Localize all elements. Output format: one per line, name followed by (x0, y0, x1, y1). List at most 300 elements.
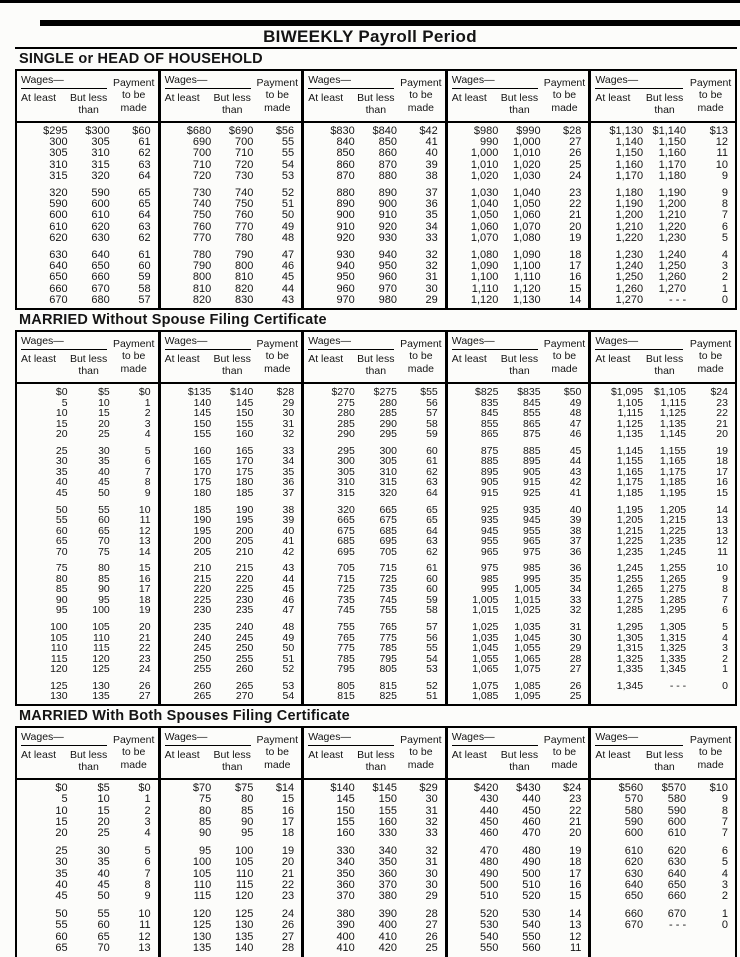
but-less-than-cell: 805 (379, 663, 397, 676)
but-less-than-cell: 800 (235, 260, 254, 273)
table-row (448, 446, 589, 457)
at-least-cell: 755 (337, 620, 355, 633)
table-row (161, 408, 302, 419)
payment-cell: 33 (425, 231, 438, 244)
payment-cell: 27 (138, 690, 151, 703)
but-less-than-cell: 710 (235, 147, 254, 160)
at-least-cell: 110 (193, 879, 212, 892)
wages-header (591, 730, 686, 778)
at-least-cell: 225 (193, 593, 212, 606)
row-block (161, 446, 302, 499)
payment-cell: 2 (722, 652, 728, 665)
section-groups (15, 332, 737, 704)
payment-cell: 51 (282, 652, 295, 665)
payment-cell: 18 (281, 827, 295, 840)
but-less-than-cell: 960 (378, 271, 397, 284)
payment-cell: $50 (563, 386, 582, 399)
but-less-than-cell: 830 (235, 293, 254, 306)
at-least-cell: 450 (480, 816, 499, 829)
but-less-than-cell: $570 (661, 781, 687, 794)
but-less-than-cell: 165 (235, 444, 254, 457)
row-block (591, 505, 735, 558)
table-row (161, 419, 302, 430)
at-least-cell: $140 (330, 781, 355, 794)
table-row (17, 446, 158, 457)
row-block (304, 126, 445, 182)
at-least-header: At least (451, 92, 487, 104)
payment-cell: 63 (138, 158, 151, 171)
payment-cell: 25 (569, 690, 582, 703)
payment-cell: 21 (716, 417, 728, 430)
at-least-cell: 95 (55, 604, 68, 617)
payment-cell: 41 (569, 486, 582, 499)
but-less-than-cell: 315 (379, 476, 397, 489)
payment-cell: 54 (282, 690, 295, 703)
table-row (304, 536, 445, 547)
at-least-cell: 100 (50, 620, 68, 633)
at-least-cell: 1,325 (616, 652, 644, 665)
but-less-than-cell: 940 (378, 249, 397, 262)
at-least-cell: $1,130 (609, 125, 644, 137)
payment-cell: 32 (425, 816, 438, 829)
at-least-cell: 660 (49, 282, 68, 295)
table-row (448, 148, 589, 159)
wages-header (448, 73, 541, 121)
row-block (591, 846, 735, 903)
wages-header (161, 73, 254, 121)
at-least-cell: 160 (193, 444, 212, 457)
but-less-than-cell: 1,065 (514, 652, 541, 665)
but-less-than-cell: 175 (235, 465, 254, 478)
at-least-cell: 1,005 (472, 593, 499, 606)
but-less-than-cell: 120 (235, 890, 254, 903)
but-less-than-cell: $1,140 (652, 125, 687, 137)
payment-cell: 13 (138, 535, 151, 548)
at-least-cell: 690 (192, 136, 212, 149)
but-less-than-cell: 50 (97, 890, 110, 903)
but-less-than-cell: 470 (522, 827, 541, 840)
but-less-than-cell: 775 (379, 631, 397, 644)
row-block (448, 622, 589, 675)
but-less-than-cell: 1,020 (513, 158, 541, 171)
at-least-cell: 530 (480, 919, 499, 932)
table-row (591, 857, 735, 868)
group-header (304, 728, 445, 780)
payment-header: Payment to be made (400, 733, 442, 771)
at-least-cell: 720 (192, 169, 212, 182)
but-less-than-cell: 905 (523, 465, 541, 478)
payment-cell: 2 (144, 804, 151, 817)
wages-header-label: Wages— (595, 334, 683, 350)
group-body (304, 384, 445, 704)
wages-header (304, 73, 397, 121)
but-less-than-cell: 105 (92, 620, 110, 633)
but-less-than-cell: 30 (98, 444, 110, 457)
row-block (448, 846, 589, 903)
table-row (161, 891, 302, 902)
but-less-than-cell: 770 (235, 220, 254, 233)
but-less-than-cell: 200 (235, 524, 254, 537)
payment-cell: $60 (132, 125, 151, 137)
but-less-than-cell: 305 (91, 136, 110, 149)
section-groups (15, 728, 737, 957)
table-row (304, 794, 445, 805)
at-least-cell: 660 (624, 907, 644, 920)
payment-cell: 43 (282, 562, 295, 575)
at-least-cell: 850 (336, 147, 355, 160)
but-less-than-cell: 380 (378, 890, 397, 903)
payment-cell: 14 (716, 503, 728, 516)
at-least-cell: 300 (49, 136, 68, 149)
payment-cell: 12 (715, 136, 728, 149)
at-least-cell: 1,160 (615, 158, 644, 171)
but-less-than-cell: 290 (379, 417, 397, 430)
section-groups (15, 71, 737, 308)
row-block (161, 505, 302, 558)
but-less-than-cell: 1,090 (513, 249, 541, 262)
payment-header: Payment to be made (543, 77, 586, 114)
at-least-cell: 640 (624, 879, 644, 892)
wage-table-group (448, 71, 592, 308)
but-less-than-cell: 730 (235, 169, 254, 182)
table-row (304, 419, 445, 430)
payment-cell: 53 (281, 169, 295, 182)
but-less-than-cell: 705 (379, 545, 397, 558)
but-less-than-cell: 1,075 (514, 663, 541, 676)
payment-cell: $24 (710, 386, 728, 399)
table-row (448, 869, 589, 880)
at-least-cell: 70 (55, 545, 68, 558)
but-less-than-cell: 270 (235, 690, 254, 703)
at-least-header: At least (308, 353, 344, 366)
payment-cell: 8 (721, 198, 728, 211)
at-least-cell: 145 (336, 793, 355, 806)
payment-cell: 32 (425, 844, 438, 857)
row-block (591, 681, 735, 692)
wage-column-labels (21, 746, 110, 773)
payment-cell: 62 (426, 545, 438, 558)
but-less-than-cell: 680 (91, 293, 110, 306)
table-row (17, 171, 158, 182)
at-least-cell: 1,075 (472, 679, 499, 692)
but-less-than-cell: 1,010 (513, 147, 541, 160)
at-least-cell: 1,200 (615, 209, 644, 222)
but-less-than-cell: 590 (91, 187, 110, 200)
but-less-than-cell: 1,035 (514, 620, 541, 633)
at-least-cell: 1,115 (617, 407, 644, 420)
at-least-cell: 1,315 (616, 642, 644, 655)
payment-cell: 6 (721, 220, 728, 233)
payment-cell: 57 (426, 620, 438, 633)
table-row (17, 387, 158, 398)
but-less-than-cell: 45 (98, 476, 110, 489)
but-less-than-header: But less than (645, 748, 684, 773)
at-least-cell: 310 (49, 158, 68, 171)
row-block (448, 188, 589, 244)
table-row (591, 547, 735, 558)
at-least-cell: 1,210 (615, 220, 644, 233)
payment-cell: 8 (144, 476, 151, 489)
but-less-than-cell: 1,085 (514, 679, 541, 692)
wage-table-group (448, 332, 592, 704)
payment-cell: 1 (721, 907, 728, 920)
but-less-than-cell: 1,175 (659, 465, 687, 478)
payment-cell: 24 (281, 907, 295, 920)
payment-cell: 7 (721, 209, 728, 222)
payment-cell: 5 (722, 620, 728, 633)
but-less-than-cell: 695 (379, 535, 397, 548)
wage-table-group (161, 71, 305, 308)
table-row (448, 467, 589, 478)
but-less-than-cell: 580 (667, 793, 687, 806)
but-less-than-cell: 130 (92, 679, 110, 692)
wage-column-labels (452, 746, 541, 773)
table-row (591, 909, 735, 920)
table-row (448, 456, 589, 467)
payment-cell: 5 (144, 444, 151, 457)
at-least-cell: 735 (337, 593, 355, 606)
at-least-cell: 590 (49, 198, 68, 211)
but-less-than-cell: 95 (98, 593, 110, 606)
table-row (304, 171, 445, 182)
at-least-cell: 945 (480, 524, 499, 537)
payment-cell: 25 (569, 158, 582, 171)
at-least-header: At least (451, 748, 487, 761)
table-row (161, 536, 302, 547)
at-least-header: At least (21, 748, 57, 761)
at-least-cell: 115 (50, 652, 68, 665)
row-block (304, 909, 445, 955)
payment-cell: 3 (722, 642, 728, 655)
at-least-cell: 145 (193, 407, 212, 420)
row-block (304, 563, 445, 616)
group-header (161, 71, 302, 123)
payment-cell: 27 (281, 930, 295, 943)
at-least-cell: 570 (624, 793, 644, 806)
at-least-cell: 780 (192, 249, 212, 262)
row-block (591, 126, 735, 182)
at-least-cell: 715 (337, 572, 355, 585)
at-least-cell: 1,120 (470, 293, 499, 306)
table-row (304, 467, 445, 478)
at-least-cell: 255 (193, 663, 212, 676)
payment-cell: 65 (426, 503, 438, 516)
table-row (304, 199, 445, 210)
but-less-than-cell: 60 (97, 919, 110, 932)
at-least-cell: 1,140 (615, 136, 644, 149)
group-body (448, 123, 589, 308)
payment-cell: 25 (425, 942, 438, 955)
but-less-than-cell: 10 (97, 793, 110, 806)
but-less-than-header: But less than (357, 353, 395, 378)
but-less-than-cell: 1,225 (659, 524, 687, 537)
payment-cell: 49 (281, 220, 295, 233)
at-least-cell: 805 (337, 679, 355, 692)
but-less-than-cell: 1,160 (658, 147, 687, 160)
but-less-than-cell: 665 (379, 503, 397, 516)
at-least-cell: 370 (336, 890, 355, 903)
table-row (161, 943, 302, 954)
but-less-than-cell: 650 (91, 260, 110, 273)
table-row (161, 574, 302, 585)
table-row (17, 250, 158, 261)
at-least-header: At least (595, 748, 631, 761)
table-row (17, 595, 158, 606)
table-row (161, 880, 302, 891)
at-least-cell: 1,155 (616, 455, 644, 468)
row-block (448, 783, 589, 840)
table-row (448, 920, 589, 931)
at-least-cell: 295 (337, 444, 355, 457)
but-less-than-cell: 40 (97, 867, 110, 880)
wages-header-label: Wages— (595, 73, 683, 89)
group-header (17, 332, 158, 384)
at-least-cell: 85 (55, 583, 68, 596)
table-row (448, 526, 589, 537)
payment-header: Payment to be made (689, 733, 732, 771)
payment-cell: 18 (569, 856, 582, 869)
at-least-cell: 665 (337, 514, 355, 527)
at-least-cell: $270 (331, 386, 355, 399)
at-least-cell: 205 (193, 545, 212, 558)
payment-cell: 63 (426, 535, 438, 548)
payment-cell: 40 (569, 503, 582, 516)
but-less-than-cell: 65 (97, 930, 110, 943)
payment-cell: 32 (425, 249, 438, 262)
table-row (161, 387, 302, 398)
table-row (591, 664, 735, 675)
but-less-than-cell: $145 (372, 781, 397, 794)
but-less-than-header: But less than (213, 353, 251, 378)
payment-cell: 18 (138, 593, 151, 606)
but-less-than-cell: 310 (379, 465, 397, 478)
payment-cell: 11 (569, 942, 582, 955)
group-body (17, 384, 158, 704)
at-least-cell: 955 (480, 535, 499, 548)
but-less-than-cell: 850 (378, 136, 397, 149)
payment-cell: 46 (569, 428, 582, 441)
payment-cell: 14 (569, 907, 582, 920)
at-least-cell: 480 (480, 856, 499, 869)
at-least-cell: 35 (55, 465, 68, 478)
table-row (161, 199, 302, 210)
table-row (448, 233, 589, 244)
at-least-cell: 130 (50, 690, 68, 703)
wage-table-group (591, 332, 735, 704)
at-least-header: At least (308, 748, 344, 761)
table-row (304, 584, 445, 595)
table-row (304, 284, 445, 295)
wages-header (304, 334, 397, 382)
row-block (448, 446, 589, 499)
payment-cell: 31 (425, 856, 438, 869)
but-less-than-cell: - - - (669, 293, 687, 306)
payment-cell: 39 (282, 514, 295, 527)
table-row (17, 828, 158, 839)
table-row (161, 188, 302, 199)
but-less-than-cell: 320 (91, 169, 110, 182)
but-less-than-header: But less than (213, 92, 251, 117)
table-row (161, 622, 302, 633)
row-block (17, 909, 158, 955)
row-block (161, 126, 302, 182)
but-less-than-cell: 995 (523, 572, 541, 585)
payment-cell: 21 (569, 816, 582, 829)
at-least-cell: 215 (193, 572, 212, 585)
but-less-than-cell: 1,080 (513, 231, 541, 244)
payment-cell: 21 (138, 631, 151, 644)
but-less-than-cell: 70 (97, 942, 110, 955)
at-least-cell: 1,015 (472, 604, 499, 617)
payment-cell: 23 (716, 396, 728, 409)
payment-cell: 65 (138, 198, 151, 211)
at-least-cell: 985 (480, 572, 499, 585)
but-less-than-cell: 90 (241, 816, 254, 829)
payment-cell: 30 (425, 867, 438, 880)
at-least-cell: 190 (193, 514, 212, 527)
payment-cell: $28 (563, 125, 582, 137)
table-row (591, 210, 735, 221)
payment-cell: 54 (426, 652, 438, 665)
payment-cell: 2 (721, 890, 728, 903)
table-row (304, 654, 445, 665)
but-less-than-cell: 235 (235, 604, 254, 617)
at-least-cell: 65 (55, 535, 68, 548)
group-body (161, 123, 302, 308)
section-married-both-certificates (15, 704, 737, 957)
table-row (17, 477, 158, 488)
payment-cell: 6 (144, 856, 151, 869)
at-least-cell: 165 (193, 455, 212, 468)
at-least-cell: 820 (192, 293, 212, 306)
but-less-than-cell: 815 (379, 679, 397, 692)
row-block (448, 681, 589, 702)
at-least-cell: 1,275 (616, 593, 644, 606)
payment-cell: 17 (281, 816, 295, 829)
table-row (448, 857, 589, 868)
at-least-cell: 1,030 (470, 187, 499, 200)
at-least-cell: 935 (480, 514, 499, 527)
at-least-cell: 290 (337, 428, 355, 441)
but-less-than-cell: 735 (379, 583, 397, 596)
payment-cell: 22 (716, 407, 728, 420)
payment-cell: 55 (426, 642, 438, 655)
payment-cell: 10 (138, 907, 151, 920)
at-least-cell: 50 (55, 503, 68, 516)
payment-cell: 51 (426, 690, 438, 703)
but-less-than-cell: 30 (97, 844, 110, 857)
wages-header (161, 334, 254, 382)
at-least-header: At least (164, 92, 200, 104)
at-least-cell: 540 (480, 930, 499, 943)
payment-cell: 27 (569, 663, 582, 676)
but-less-than-cell: 745 (379, 593, 397, 606)
table-row (17, 210, 158, 221)
payment-cell: 4 (721, 249, 728, 262)
payment-cell: 31 (282, 417, 295, 430)
but-less-than-cell: 965 (523, 535, 541, 548)
payment-header: Payment to be made (400, 338, 442, 375)
group-body (161, 384, 302, 704)
table-row (304, 488, 445, 499)
but-less-than-cell: 35 (98, 455, 110, 468)
table-row (161, 160, 302, 171)
but-less-than-cell: 1,325 (659, 642, 687, 655)
table-row (304, 547, 445, 558)
at-least-cell: 25 (55, 444, 68, 457)
but-less-than-cell: 1,120 (513, 282, 541, 295)
table-row (304, 574, 445, 585)
